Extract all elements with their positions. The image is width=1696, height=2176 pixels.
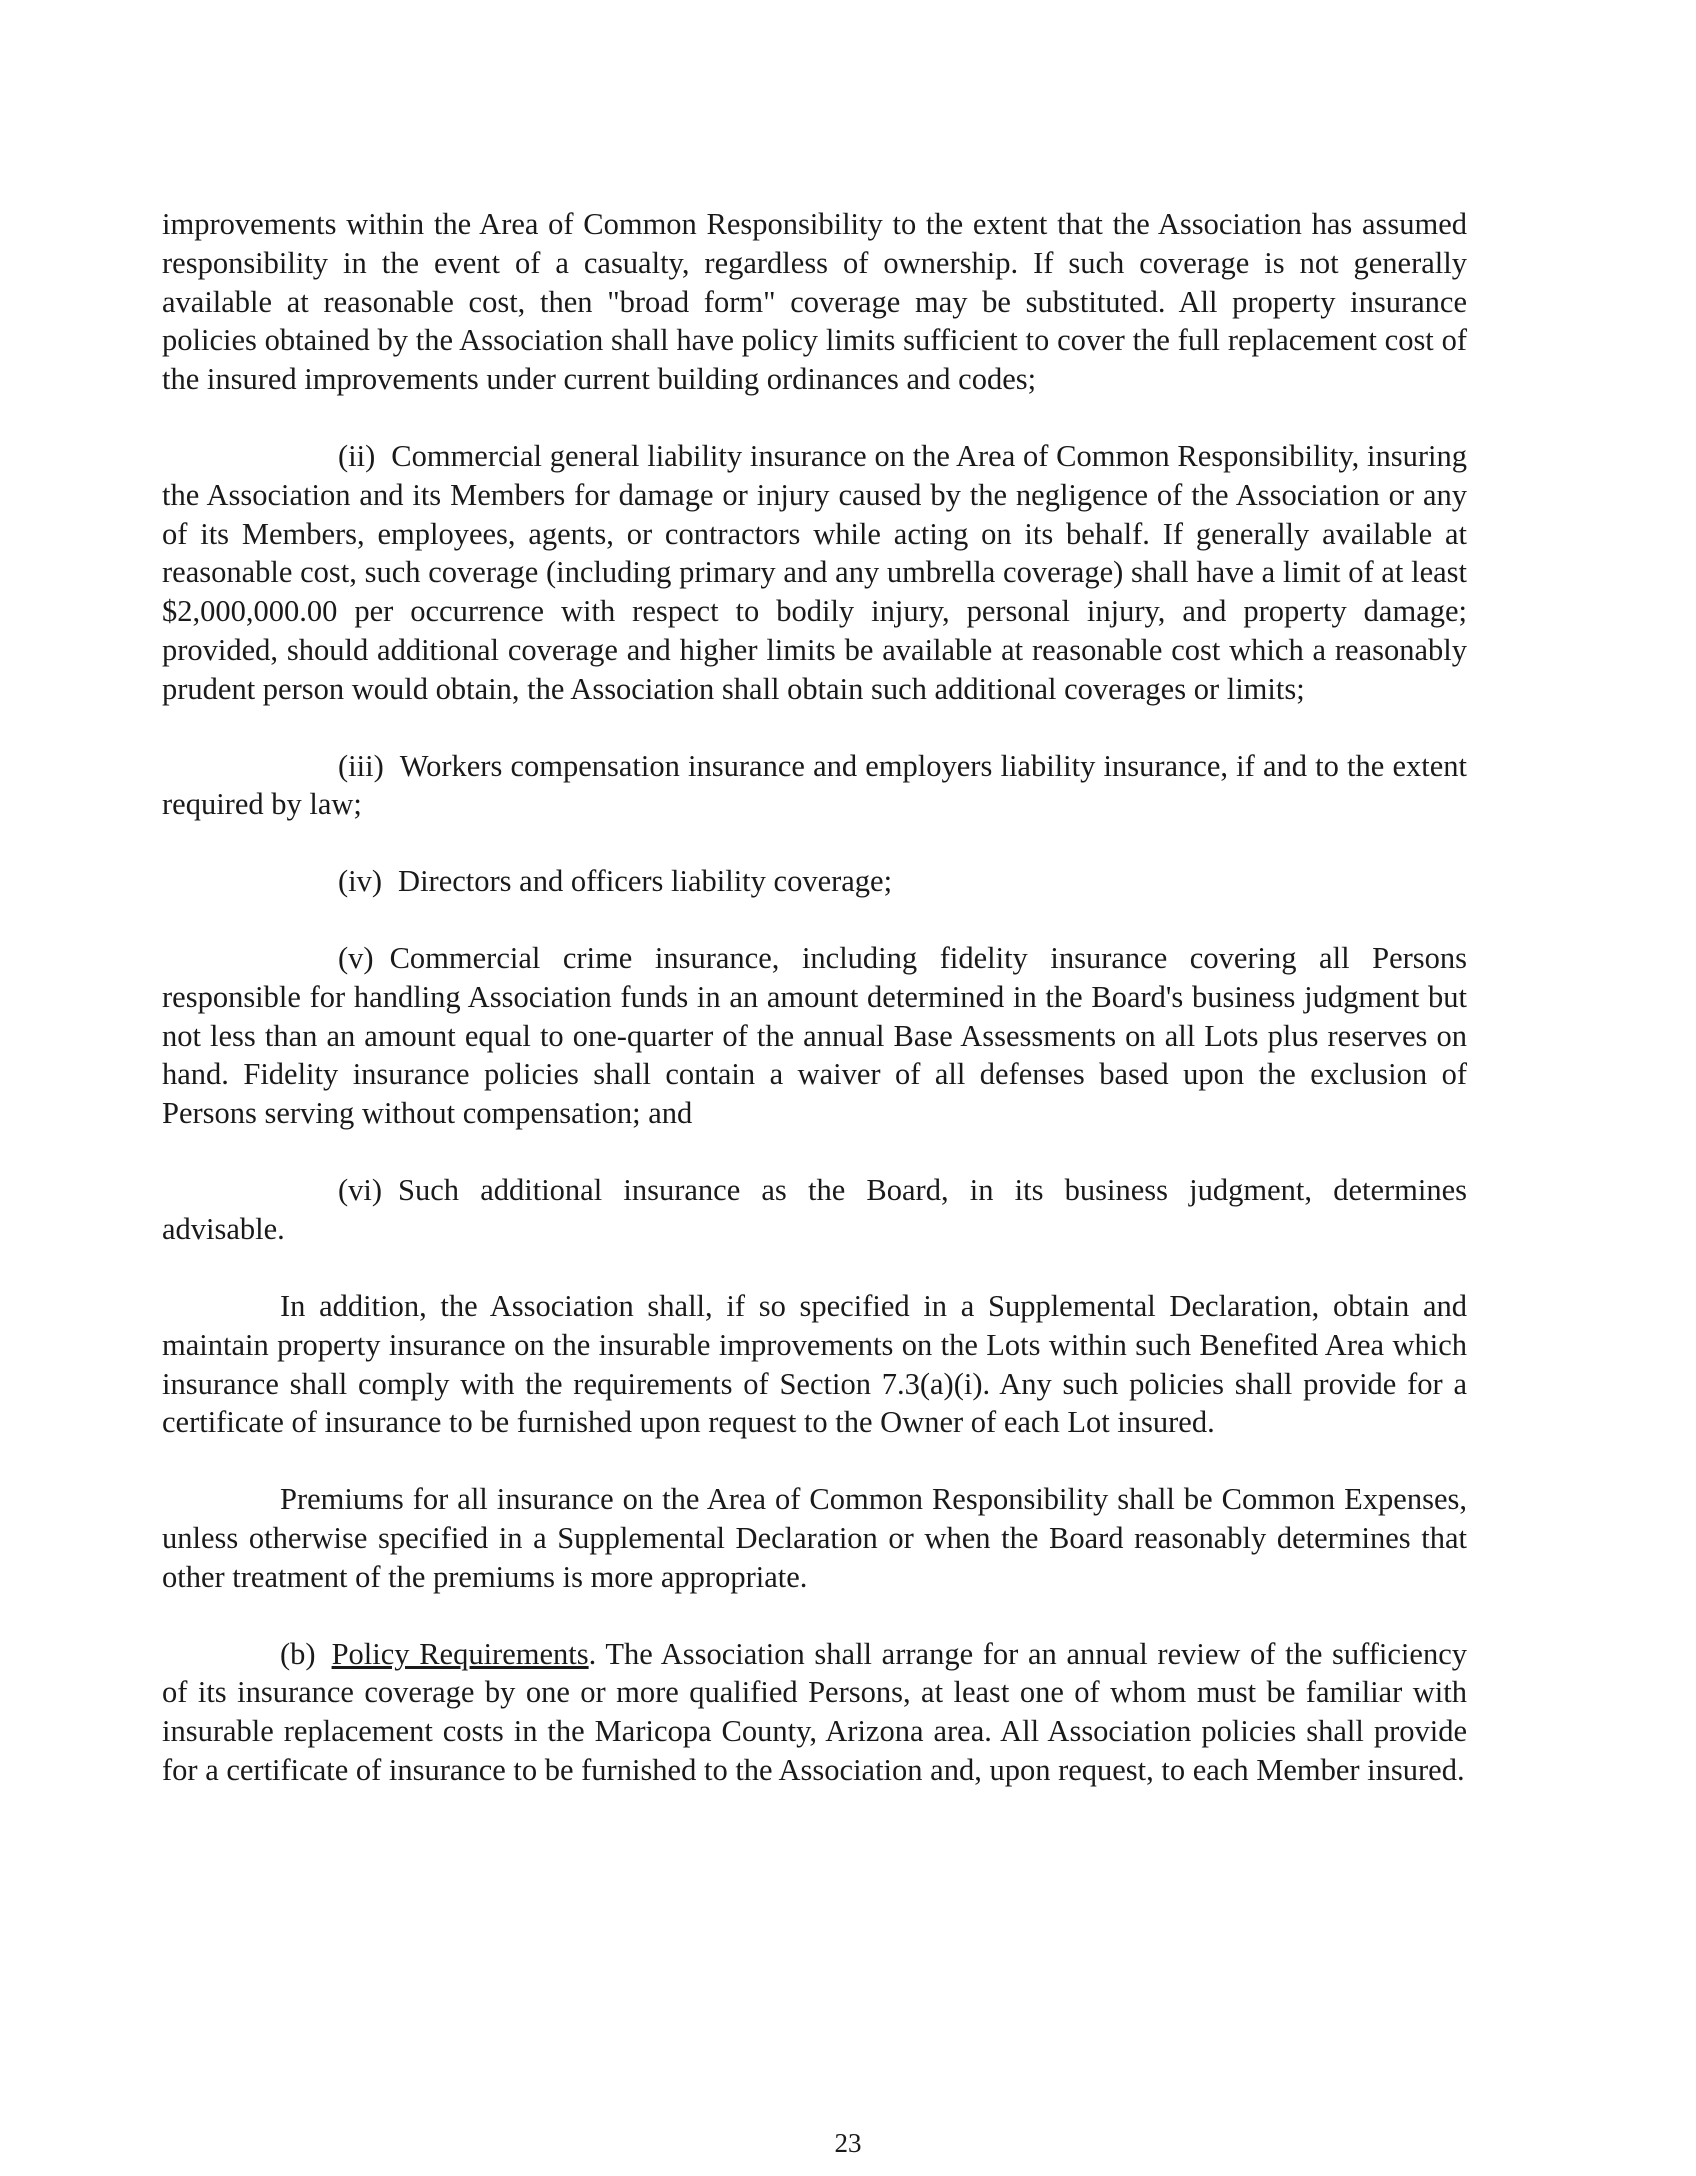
clause-vi-text: Such additional insurance as the Board, in its business judgment, determines	[398, 1172, 1467, 1207]
clause-vi	[162, 1171, 1467, 1249]
clause-iii-number: (iii)	[338, 748, 384, 783]
clause-iv-text: Directors and officers liability coverage;	[398, 864, 893, 899]
clause-v	[162, 939, 1467, 1133]
clause-vi-tail: advisable.	[162, 1211, 285, 1246]
clause-ii	[162, 437, 1467, 709]
clause-iv-number: (iv)	[338, 864, 383, 899]
addition-paragraph: In addition, the Association shall, if so specified in a Supplemental Declaration, obtain and maintain property insurance on the insurable improvements on the Lots within such Benefited Area which insurance shall comply with the requirements of Section 7.3(a)(i). Any such policies shall provide for a certificate of insurance to be furnished upon request to the Owner of each Lot insured.	[162, 1288, 1467, 1440]
clause-iii-text: Workers compensation insurance and employers liability insurance, if and to the extent required by law;	[162, 748, 1467, 822]
clause-vi-line	[338, 1171, 1467, 1210]
premiums-paragraph: Premiums for all insurance on the Area of Common Responsibility shall be Common Expenses, unless otherwise specified in a Supplemental Declaration or when the Board reasonably determines that other treatment of the premiums is more appropriate.	[162, 1482, 1467, 1594]
clause-v-number: (v)	[338, 940, 374, 975]
policy-requirements-text: . The Association shall arrange for an annual review of the sufficiency of its insurance coverage by one or more qualified Persons, at least one of whom must be familiar with insurable replacement costs in the Maricopa County, Arizona area. All Association policies shall provide for a certificate of insurance to be furnished to the Association and, upon request, to each Member insured.	[162, 1636, 1467, 1787]
clause-vi-number: (vi)	[338, 1172, 383, 1207]
clause-iii	[162, 747, 1467, 825]
page-number: 23	[834, 2128, 862, 2158]
intro-paragraph: improvements within the Area of Common Responsibility to the extent that the Association has assumed responsibility in the event of a casualty, regardless of ownership. If such coverage is not generally available at reasonable cost, then "broad form" coverage may be substituted. All property insurance policies obtained by the Association shall have policy limits sufficient to cover the full replacement cost of the insured improvements under current building ordinances and codes;	[162, 207, 1467, 397]
document-page	[162, 205, 1467, 1790]
clause-ii-text: Commercial general liability insurance on the Area of Common Responsibility, insuring the Association and its Members for damage or injury caused by the negligence of the Association or any of its Members, employees, agents, or contractors while acting on its behalf. If generally available at reasonable cost, such coverage (including primary and any umbrella coverage) shall have a limit of at least $2,000,000.00 per occurrence with respect to bodily injury, personal injury, and property damage; provided, should additional coverage and higher limits be available at reasonable cost which a reasonably prudent person would obtain, the Association shall obtain such additional coverages or limits;	[162, 438, 1467, 706]
policy-requirements-heading: Policy Requirements	[331, 1636, 589, 1671]
clause-iv	[162, 862, 1467, 901]
clause-ii-number: (ii)	[338, 438, 376, 473]
policy-requirements-paragraph	[162, 1635, 1467, 1790]
section-b-number: (b)	[280, 1636, 316, 1671]
clause-v-text: Commercial crime insurance, including fidelity insurance covering all Persons responsible for handling Association funds in an amount determined in the Board's business judgment but not less than an amount equal to one-quarter of the annual Base Assessments on all Lots plus reserves on hand. Fidelity insurance policies shall contain a waiver of all defenses based upon the exclusion of Persons serving without compensation; and	[162, 940, 1467, 1131]
